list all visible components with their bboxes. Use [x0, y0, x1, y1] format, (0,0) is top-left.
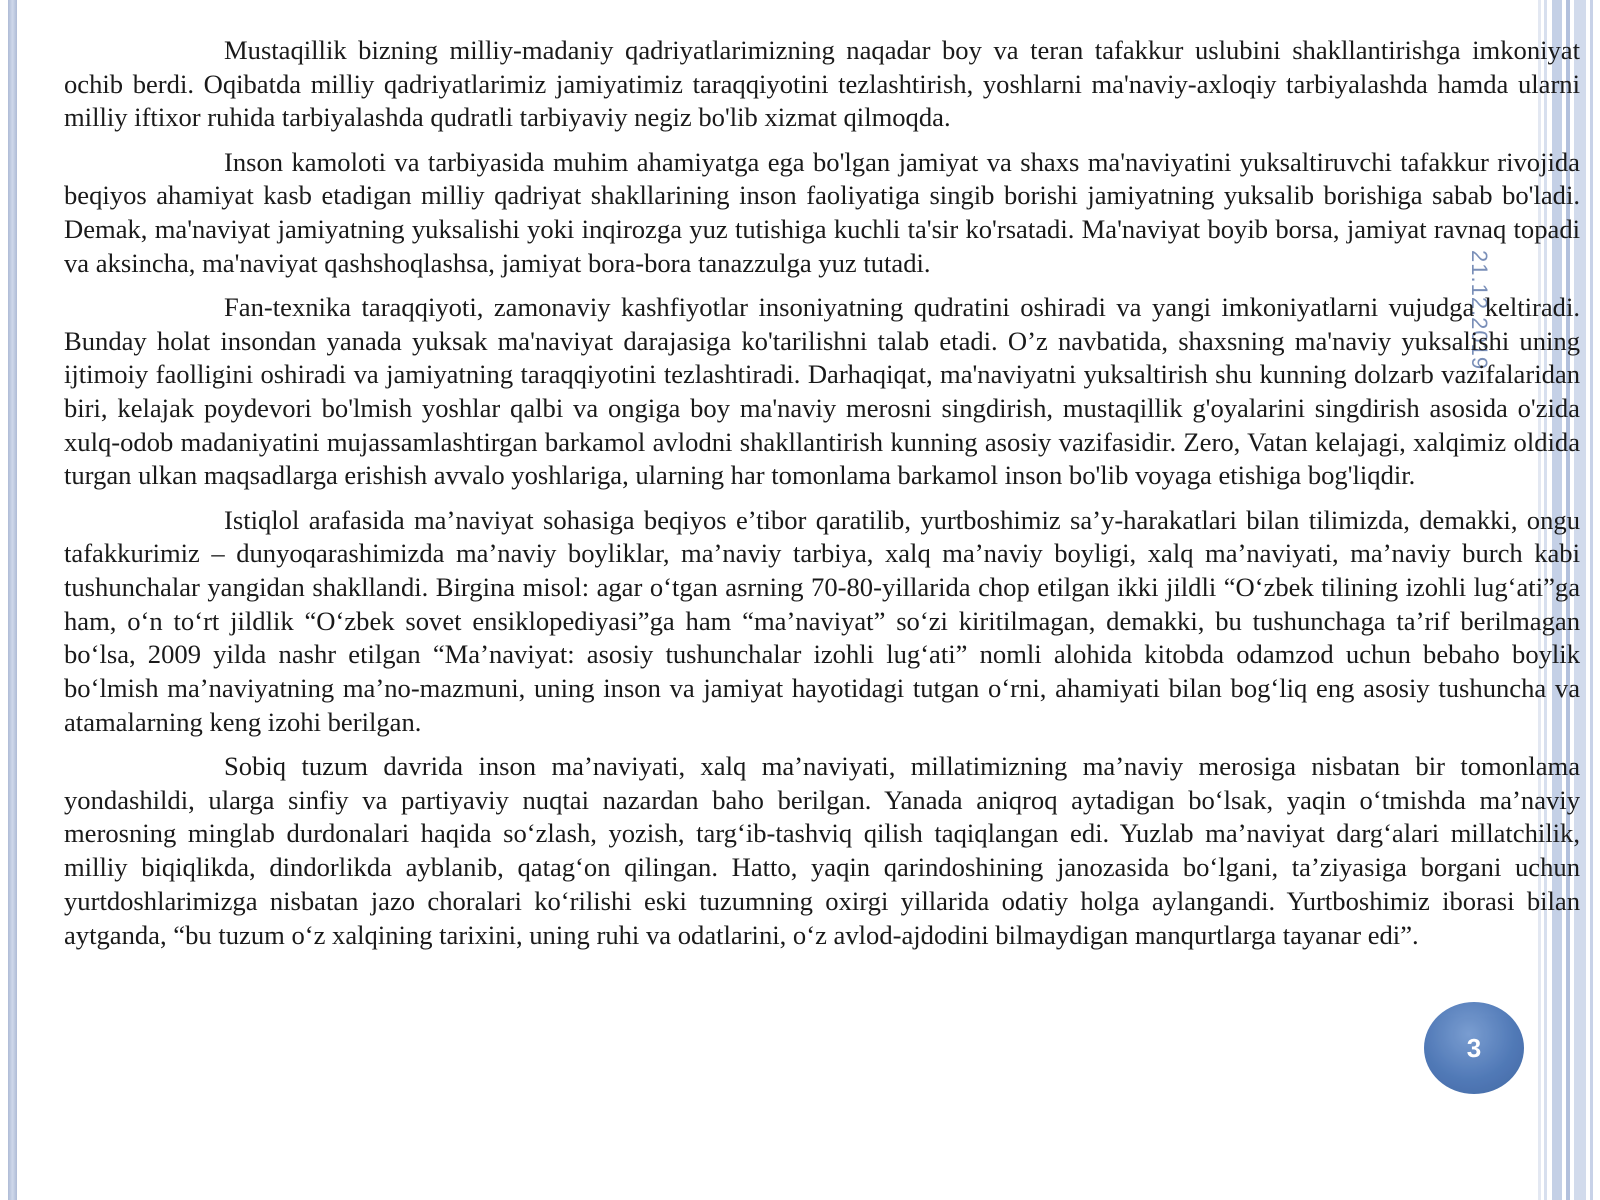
slide-date: 21.12.2019	[1467, 250, 1492, 371]
paragraph: Mustaqillik bizning milliy-madaniy qadriyatlarimizning naqadar boy va teran tafakkur uslubini shakllantirishga imkoniyat ochib berdi. Oqibatda milliy qadriyatlarimiz jamiyatimiz taraqqiyotini tezlashtirish, yoshlarni ma'naviy-axloqiy tarbiyalashda hamda ularni milliy iftixor ruhida tarbiyalashda qudratli tarbiyaviy negiz bo'lib xizmat qilmoqda.	[64, 35, 1580, 133]
paragraph: Sobiq tuzum davrida inson ma’naviyati, xalq ma’naviyati, millatimizning ma’naviy merosiga nisbatan bir tomonlama yondashildi, ularga sinfiy va partiyaviy nuqtai nazardan baho berilgan. Yanada aniqroq aytadigan bo‘lsak, yaqin o‘tmishda ma’naviy merosning minglab durdonalari haqida so‘zlash, yozish, targ‘ib-tashviq qilish taqiqlangan edi. Yuzlab ma’naviyat darg‘alari millatchilik, milliy biqiqlikda, dindorlikda ayblanib, qatag‘on qilingan. Hatto, yaqin qarindoshining janozasida bo‘lgani, ta’ziyasiga borgani uchun yurtdoshlarimizga nisbatan jazo choralari ko‘rilishi eski tuzumning oxirgi yillarida odatiy holga aylangandi. Yurtboshimiz iborasi bilan aytganda, “bu tuzum o‘z xalqining tarixini, uning ruhi va odatlarini, o‘z avlod-ajdodini bilmaydigan manqurtlarga tayanar edi”.	[64, 751, 1580, 950]
page-number: 3	[1466, 1032, 1482, 1063]
document-body	[64, 34, 1580, 963]
page-number-badge	[1424, 1002, 1524, 1094]
paragraph: Inson kamoloti va tarbiyasida muhim ahamiyatga ega bo'lgan jamiyat va shaxs ma'naviyatini yuksaltiruvchi tafakkur rivojida beqiyos ahamiyat kasb etadigan milliy qadriyat shakllarining inson faoliyatiga singib borishi jamiyatning yuksalib borishiga sabab bo'ladi. Demak, ma'naviyat jamiyatning yuksalishi yoki inqirozga yuz tutishiga kuchli ta'sir ko'rsatadi. Ma'naviyat boyib borsa, jamiyat ravnaq topadi va aksincha, ma'naviyat qashshoqlashsa, jamiyat bora-bora tanazzulga yuz tutadi.	[64, 146, 1580, 278]
left-decorative-bar	[8, 0, 17, 1200]
paragraph: Fan-texnika taraqqiyoti, zamonaviy kashfiyotlar insoniyatning qudratini oshiradi va yangi imkoniyatlarni vujudga keltiradi. Bunday holat insondan yanada yuksak ma'naviyat darajasiga ko'tarilishni talab etadi. O’z navbatida, shaxsning ma'naviy yuksalishi uning ijtimoiy faolligini oshiradi va jamiyatning taraqqiyotini tezlashtiradi. Darhaqiqat, ma'naviyatni yuksaltirish shu kunning dolzarb vazifalaridan biri, kelajak poydevori bo'lmish yoshlar qalbi va ongiga boy ma'naviy merosni singdirish, mustaqillik g'oyalarini singdirish asosida o'zida xulq-odob madaniyatini mujassamlashtirgan barkamol avlodni shakllantirish kunning asosiy vazifasidir. Zero, Vatan kelajagi, xalqimiz oldida turgan ulkan maqsadlarga erishish avvalo yoshlariga, ularning har tomonlama barkamol inson bo'lib voyaga etishiga bog'liqdir.	[64, 291, 1580, 491]
stripe	[1590, 0, 1593, 1200]
paragraph: Istiqlol arafasida ma’naviyat sohasiga beqiyos e’tibor qaratilib, yurtboshimiz sa’y-harakatlari bilan tilimizda, demakki, ongu tafakkurimiz – dunyoqarashimizda ma’naviy boyliklar, ma’naviy tarbiya, xalq ma’naviy boyligi, xalq ma’naviyati, ma’naviy burch kabi tushunchalar yangidan shakllandi. Birgina misol: agar o‘tgan asrning 70-80-yillarida chop etilgan ikki jildli “O‘zbek tilining izohli lug‘ati”ga ham, o‘n to‘rt jildlik “O‘zbek sovet ensiklopediyasi”ga ham “ma’naviyat” so‘zi kiritilmagan, demakki, bu tushunchaga ta’rif berilmagan bo‘lsa, 2009 yilda nashr etilgan “Ma’naviyat: asosiy tushunchalar izohli lug‘ati” nomli alohida kitobda odamzod uchun bebaho boylik bo‘lmish ma’naviyatning ma’no-mazmuni, uning inson va jamiyat hayotidagi tutgan o‘rni, ahamiyati bilan bog‘liq eng asosiy tushuncha va atamalarning keng izohi berilgan.	[64, 504, 1580, 737]
